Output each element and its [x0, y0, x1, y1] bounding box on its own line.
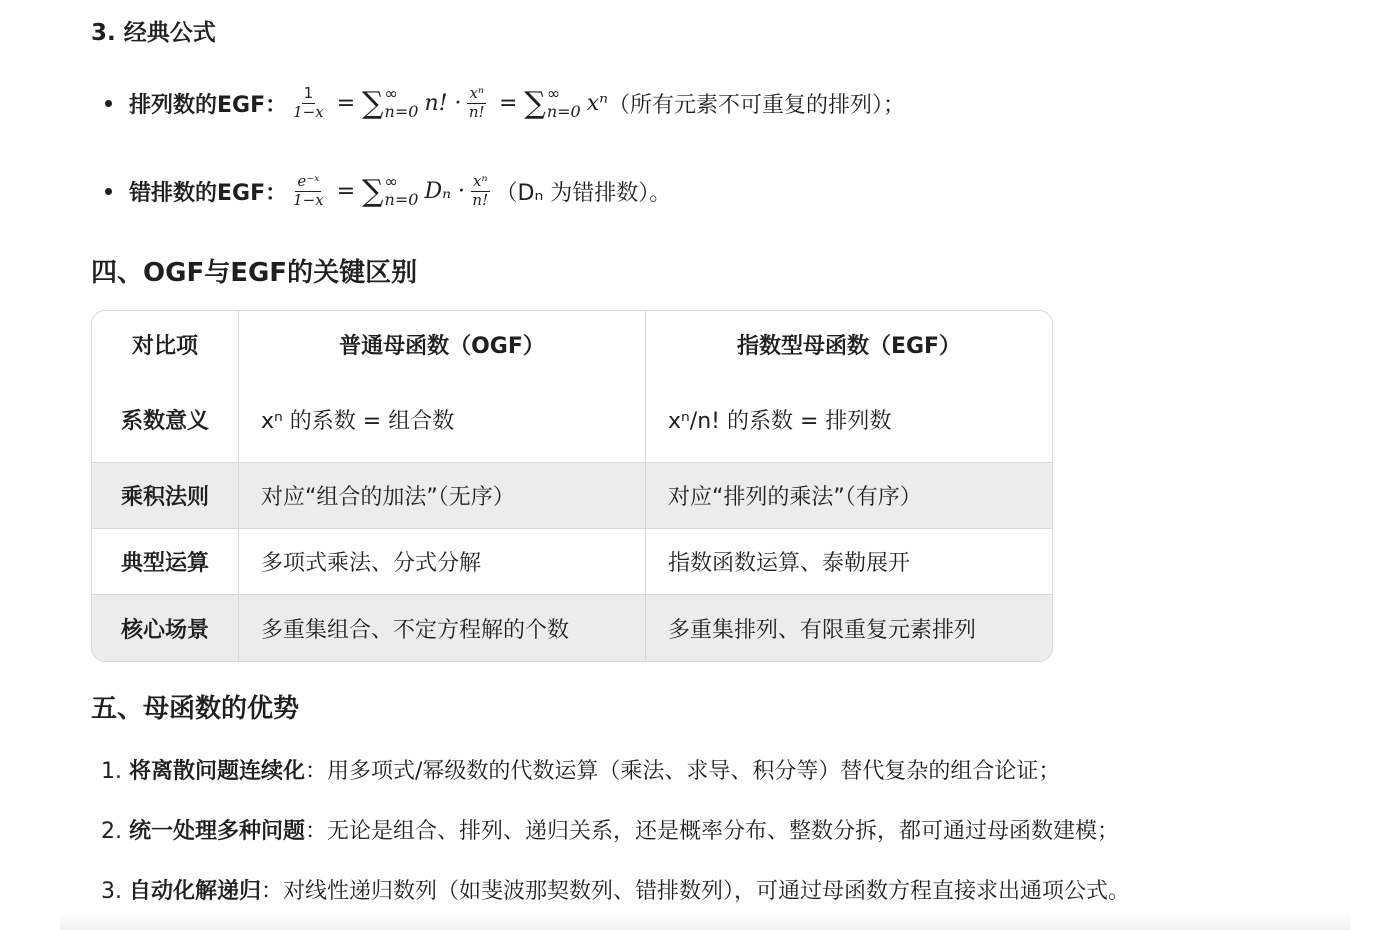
table-row — [92, 595, 1052, 661]
table-cell: 多项式乘法、分式分解 — [239, 529, 646, 595]
bullet-note: （Dₙ 为错排数）。 — [495, 180, 672, 206]
list-number: 2. — [101, 819, 122, 844]
list-item-label: 自动化解递归 — [129, 879, 262, 904]
bottom-fade — [60, 912, 1350, 930]
list-item — [101, 874, 1130, 905]
row-label: 典型运算 — [92, 529, 239, 595]
bullet-label: 排列数的EGF： — [129, 92, 288, 118]
table-cell: 多重集排列、有限重复元素排列 — [646, 595, 1052, 661]
list-item-label: 统一处理多种问题 — [129, 819, 306, 844]
section-heading-classic-formulas: 3. 经典公式 — [91, 20, 216, 46]
sum-symbol: ∑ — [524, 85, 546, 121]
sum-limits: ∞ n=0 — [546, 83, 581, 121]
equals-sign: = — [329, 90, 363, 116]
fraction: $\frac{\text{xⁿ}}{n!}$ — [472, 171, 489, 209]
table-cell: xⁿ/n! 的系数 = 排列数 — [646, 377, 1052, 463]
table-header-cell: 对比项 — [92, 311, 239, 377]
list-item — [101, 814, 1119, 845]
bullet-item-permutation-egf — [105, 78, 905, 128]
table-row — [92, 377, 1052, 463]
comparison-table — [91, 310, 1053, 662]
fraction: $\frac{\text{xⁿ}}{n!}$ — [468, 83, 485, 121]
list-item-text: ：用多项式/幂级数的代数运算（乘法、求导、积分等）替代复杂的组合论证； — [305, 759, 1061, 784]
row-label: 核心场景 — [92, 595, 239, 661]
fraction: $\frac{\text{e⁻ˣ}}{1-x}$ — [293, 171, 324, 209]
table-header-cell: 普通母函数（OGF） — [239, 311, 646, 377]
row-label: 乘积法则 — [92, 463, 239, 529]
section-heading-key-differences: 四、OGF与EGF的关键区别 — [91, 258, 418, 288]
row-label: 系数意义 — [92, 377, 239, 463]
sum-limits: ∞ n=0 — [384, 171, 419, 209]
table-header-cell: 指数型母函数（EGF） — [736, 333, 962, 359]
table-header-row — [92, 311, 1052, 377]
sum-symbol: ∑ — [362, 173, 384, 209]
section-heading-advantages: 五、母函数的优势 — [91, 694, 300, 724]
bullet-dot — [105, 188, 112, 195]
table-cell: 对应“组合的加法”（无序） — [239, 463, 646, 529]
sum-symbol: ∑ — [362, 85, 384, 121]
fraction: $\frac{1}{1-x}$ — [293, 83, 324, 121]
list-item — [101, 754, 1060, 785]
sum-limits: ∞ n=0 — [384, 83, 419, 121]
table-cell: 指数函数运算、泰勒展开 — [646, 529, 1052, 595]
table-row — [92, 529, 1052, 595]
math-term: n! · — [424, 90, 462, 116]
math-term: Dₙ · — [424, 178, 465, 204]
table-cell: 对应“排列的乘法”（有序） — [646, 463, 1052, 529]
math-term: xⁿ — [586, 90, 609, 116]
table-row — [92, 463, 1052, 529]
table-cell: xⁿ 的系数 = 组合数 — [239, 377, 646, 463]
equals-sign: = — [329, 178, 363, 204]
bullet-item-derangement-egf — [105, 166, 671, 216]
bullet-dot — [105, 100, 112, 107]
list-item-label: 将离散问题连续化 — [129, 759, 306, 784]
list-number: 1. — [101, 759, 122, 784]
list-item-text: ：无论是组合、排列、递归关系，还是概率分布、整数分拆，都可通过母函数建模； — [305, 819, 1120, 844]
bullet-label: 错排数的EGF： — [129, 180, 288, 206]
table-cell: 多重集组合、不定方程解的个数 — [239, 595, 646, 661]
equals-sign: = — [491, 90, 525, 116]
list-number: 3. — [101, 879, 122, 904]
bullet-note: （所有元素不可重复的排列）； — [608, 92, 906, 118]
list-item-text: ：对线性递归数列（如斐波那契数列、错排数列），可通过母函数方程直接求出通项公式。 — [261, 879, 1131, 904]
